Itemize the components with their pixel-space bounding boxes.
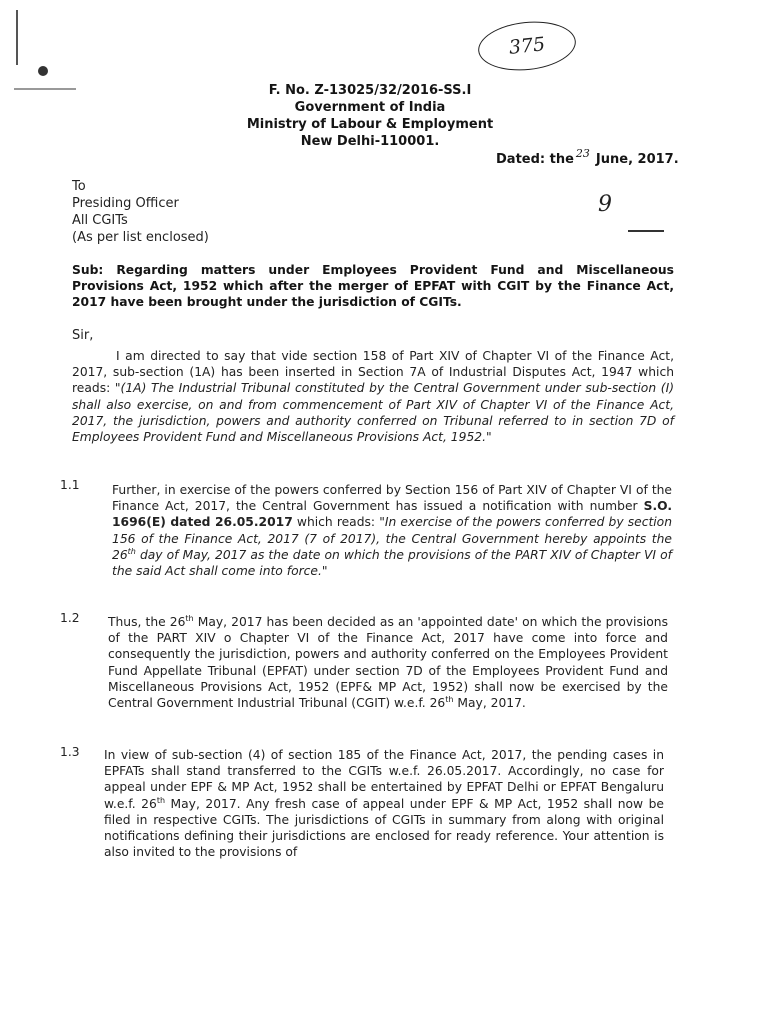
- paragraph-number-1-3: 1.3: [60, 745, 80, 759]
- addressee-to: To: [72, 179, 86, 194]
- paragraph-number-1-2: 1.2: [60, 611, 80, 625]
- addressee-block: [72, 178, 209, 246]
- paragraph-number-1-1: 1.1: [60, 478, 80, 492]
- p11-quote-b: day of May, 2017 as the date on which the provisions of the PART XIV of Chapter VI of the said Act shall come into force.": [112, 547, 672, 579]
- p11-quote-a: "In exercise of the powers conferred by section 156 of the Finance Act, 2017 (7 of 2017), the Central Government hereby appoints the 26: [112, 515, 673, 562]
- scan-edge-line: [16, 10, 18, 65]
- date-month-year: June, 2017.: [595, 152, 679, 167]
- subject-line: Sub: Regarding matters under Employees Provident Fund and Miscellaneous Provisions Act, 1952 which after the merger of EPFAT with CGIT by the Finance Act, 2017 have been brought under the jurisdiction of CGITs.: [72, 263, 674, 309]
- p12-sup-1: th: [185, 613, 194, 623]
- p12-text-a: Thus, the 26: [108, 615, 186, 629]
- file-number: F. No. Z-13025/32/2016-SS.I: [268, 83, 472, 98]
- scan-edge-mark: [14, 88, 76, 90]
- handwritten-initials: 9: [598, 192, 612, 217]
- addressee-line-2: All CGITs: [72, 213, 128, 228]
- paragraph-1-1: [112, 482, 672, 579]
- addressee-line-1: Presiding Officer: [72, 196, 179, 211]
- p11-text-a: Further, in exercise of the powers conferred by Section 156 of Part XIV of Chapter VI of the Finance Act, 2017, the Central Government has issued a notification with number: [112, 483, 672, 514]
- p12-sup-2: th: [445, 694, 454, 704]
- handwritten-page-number: 375: [476, 17, 578, 75]
- intro-text: I am directed to say that vide section 158 of Part XIV of Chapter VI of the Finance Act, 2017, sub-section (1A) has been inserted in Section 7A of Industrial Disputes Act, 1947 which reads:: [72, 349, 674, 396]
- p11-quote-sup: th: [127, 546, 136, 556]
- p13-sup-1: th: [156, 795, 166, 805]
- letter-header: [235, 82, 505, 150]
- city-line: New Delhi-110001.: [300, 134, 440, 149]
- p12-text-c: May, 2017.: [453, 696, 526, 711]
- government-line: Government of India: [294, 100, 446, 115]
- intro-quote: "(1A) The Industrial Tribunal constituted by the Central Government under sub-section (I) shall also exercise, on and from commencement of Part XIV of Chapter VI of the Finance Act, 2017, the jurisdiction, powers and authority conferred on Tribunal referred to in section 7D of Employees Provident Fund and Miscellaneous Provisions Act, 1952.": [72, 381, 674, 445]
- date-line: [496, 147, 679, 167]
- p11-text-b: which reads:: [292, 515, 380, 530]
- handwritten-day: 23: [575, 147, 590, 160]
- p13-text-a: In view of sub-section (4) of section 185 of the Finance Act, 2017, the pending cases in EPFATs shall stand transferred to the CGITs w.e.f. 26.05.2017. Accordingly, no case for appeal under EPF & MP Act, 1952 shall be entertained by EPFAT Delhi or EPFAT Bengaluru w.e.f. 26: [104, 748, 664, 811]
- paragraph-1-3: [104, 747, 664, 860]
- initials-underline: [628, 230, 664, 232]
- paragraph-1-2: [108, 614, 668, 711]
- salutation: Sir,: [72, 328, 94, 343]
- ministry-line: Ministry of Labour & Employment: [246, 117, 494, 132]
- paragraph-intro: [72, 348, 674, 445]
- date-label: Dated: the: [496, 152, 574, 167]
- addressee-line-3: (As per list enclosed): [72, 230, 209, 245]
- p12-text-b: May, 2017 has been decided as an 'appointed date' on which the provisions of the PART XIV o Chapter VI of the Finance Act, 2017 have come into force and consequently the jurisdiction, powers and authority conferred on the Employees Provident Fund Appellate Tribunal (EPFAT) under section 7D of the Employees Provident Fund and Miscellaneous Provisions Act, 1952 (EPF& MP Act, 1952) shall now be exercised by the Central Government Industrial Tribunal (CGIT) w.e.f. 26: [108, 615, 668, 711]
- notification-number: S.O. 1696(E) dated 26.05.2017: [112, 499, 672, 530]
- punch-hole-mark: [38, 66, 48, 76]
- p13-text-b: May, 2017. Any fresh case of appeal under EPF & MP Act, 1952 shall now be filed in respective CGITs. The jurisdictions of CGITs in summary from along with original notifications defining their jurisdictions are enclosed for ready reference. Your attention is also invited to the provisions of: [104, 796, 664, 860]
